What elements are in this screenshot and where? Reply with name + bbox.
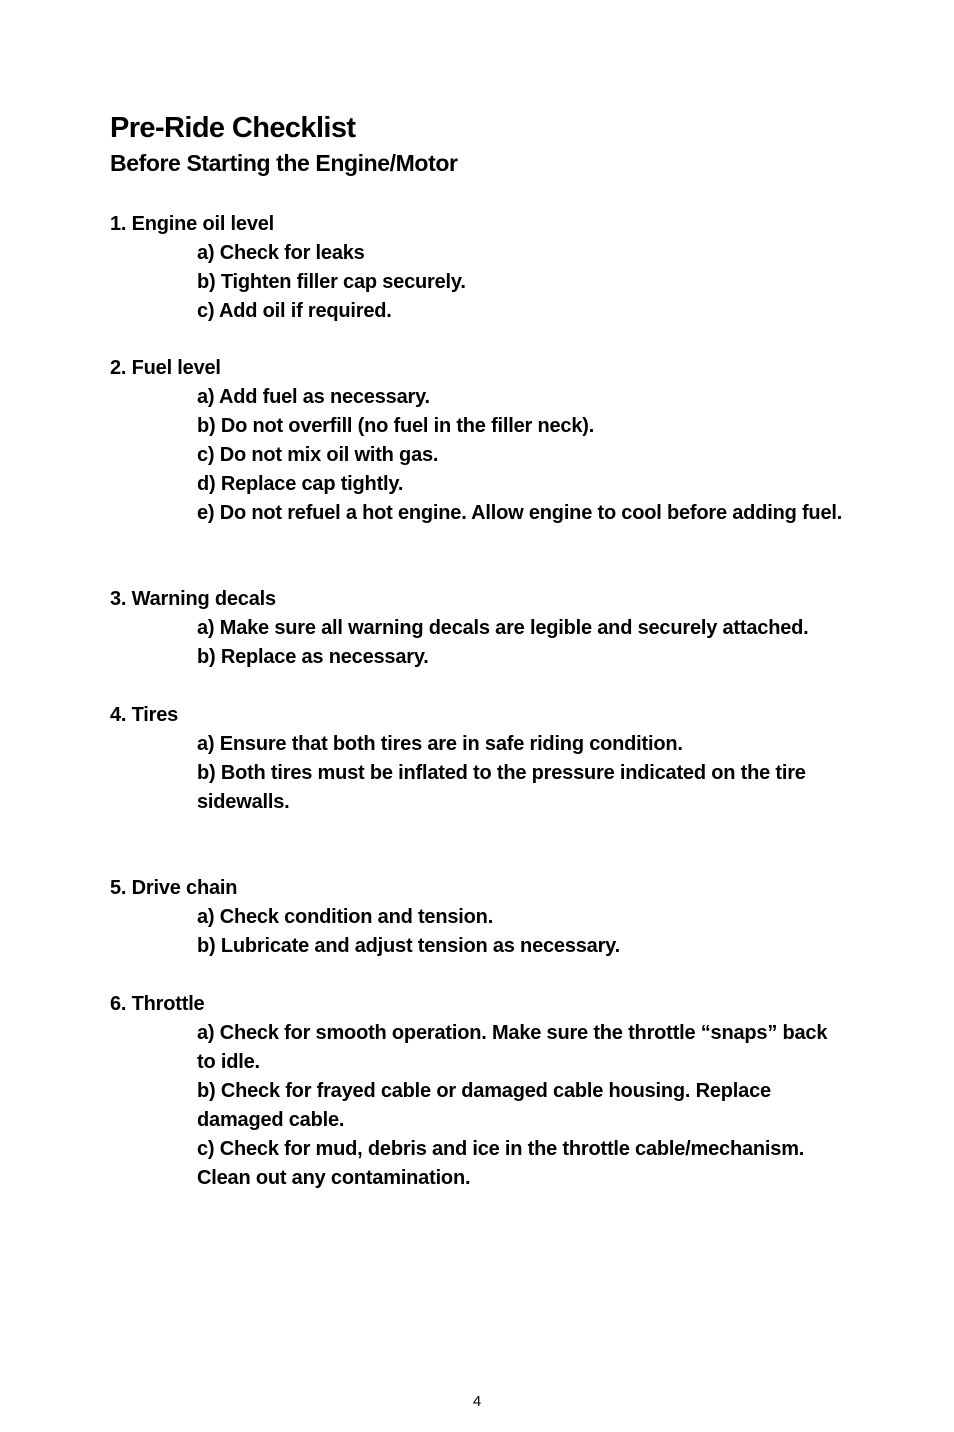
checklist-item: c) Check for mud, debris and ice in the throttle cable/mechanism. Clean out any contamination. xyxy=(197,1138,805,1189)
section-heading: 2. Fuel level xyxy=(110,357,221,379)
checklist-item: d) Replace cap tightly. xyxy=(197,473,404,495)
checklist-item: c) Do not mix oil with gas. xyxy=(197,444,439,466)
section-heading: 3. Warning decals xyxy=(110,588,276,610)
checklist-item: b) Replace as necessary. xyxy=(197,646,429,668)
checklist-item: a) Add fuel as necessary. xyxy=(197,386,430,408)
checklist-item: e) Do not refuel a hot engine. Allow engine to cool before adding fuel. xyxy=(197,502,843,524)
checklist-section-tires xyxy=(110,701,850,817)
page-title: Pre-Ride Checklist xyxy=(110,112,356,144)
checklist-section-warning-decals xyxy=(110,585,850,672)
section-heading: 6. Throttle xyxy=(110,993,205,1015)
checklist-section-engine-oil xyxy=(110,210,850,326)
checklist-section-throttle xyxy=(110,990,850,1193)
page-number: 4 xyxy=(472,1393,482,1410)
section-heading: 1. Engine oil level xyxy=(110,213,275,235)
section-heading: 5. Drive chain xyxy=(110,877,238,899)
checklist-section-fuel-level xyxy=(110,354,850,528)
checklist-item: a) Check condition and tension. xyxy=(197,906,494,928)
checklist-section-drive-chain xyxy=(110,874,850,961)
checklist-item: c) Add oil if required. xyxy=(197,300,392,322)
checklist-item: a) Check for leaks xyxy=(197,242,365,264)
checklist-item: a) Check for smooth operation. Make sure the throttle “snaps” back to idle. xyxy=(197,1022,828,1073)
section-heading: 4. Tires xyxy=(110,704,179,726)
page-subtitle: Before Starting the Engine/Motor xyxy=(110,150,458,176)
checklist-item: b) Tighten filler cap securely. xyxy=(197,271,466,293)
checklist-item: a) Ensure that both tires are in safe riding condition. xyxy=(197,733,683,755)
checklist-item: b) Lubricate and adjust tension as necessary. xyxy=(197,935,620,957)
checklist-item: b) Both tires must be inflated to the pressure indicated on the tire sidewalls. xyxy=(197,762,806,813)
checklist-item: b) Do not overfill (no fuel in the filler neck). xyxy=(197,415,595,437)
checklist-item: a) Make sure all warning decals are legible and securely attached. xyxy=(197,617,809,639)
checklist-item: b) Check for frayed cable or damaged cable housing. Replace damaged cable. xyxy=(197,1080,771,1131)
